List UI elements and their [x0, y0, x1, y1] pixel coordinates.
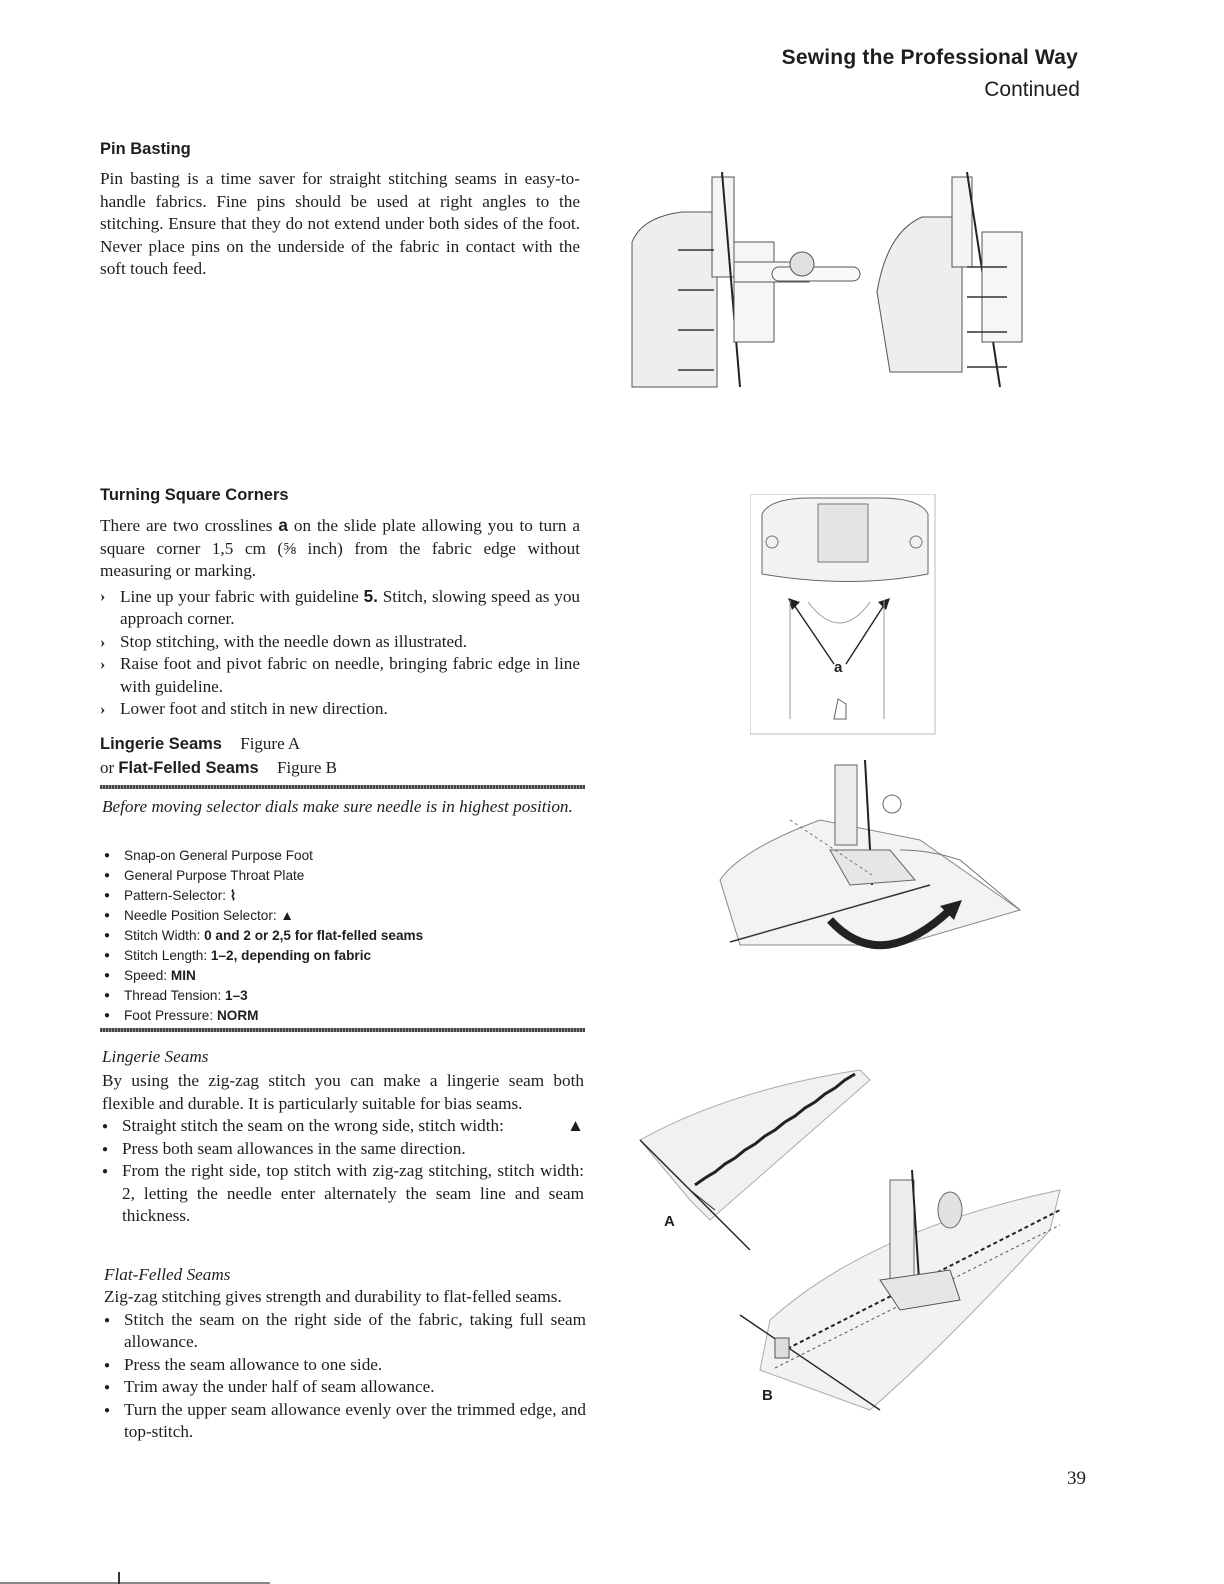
corners-text	[100, 514, 580, 721]
pattern-zigzag-icon: ⌇	[229, 888, 237, 903]
figure-label-a-seam: A	[664, 1213, 675, 1230]
lingerie-step: ● From the right side, top stitch with zig-zag stitching, stitch width: 2, letting the needle enter alternately the seam line and seam thickness.	[102, 1160, 584, 1228]
lingerie-text	[102, 1070, 584, 1228]
or-word: or	[100, 758, 115, 777]
pin-basting-text	[100, 168, 580, 281]
settings-item: ● Snap-on General Purpose Foot	[104, 846, 584, 866]
flat-felled-text	[104, 1286, 586, 1444]
flat-felled-step: ● Press the seam allowance to one side.	[104, 1354, 586, 1377]
pin-basting-paragraph: Pin basting is a time saver for straight stitching seams in easy-to-handle fabrics. Fine pins should be used at right angles to the stitching. Ensure that they do not extend under both sides of the foot. Never place pins on the underside of the fabric in contact with the soft touch feed.	[100, 169, 580, 278]
figure-b-ref: Figure B	[276, 758, 337, 777]
settings-item: ● General Purpose Throat Plate	[104, 866, 584, 886]
settings-rule-bottom	[100, 1028, 585, 1032]
straight-stitch-icon: ▲	[566, 1116, 584, 1135]
flat-felled-heading: Flat-Felled Seams	[118, 759, 259, 777]
pin-basting-heading: Pin Basting	[100, 140, 191, 158]
needle-position-icon: ▲	[280, 908, 294, 923]
lingerie-heading-line	[100, 732, 337, 756]
corners-intro-a: There are two crosslines	[100, 516, 273, 535]
settings-rule-top	[100, 785, 585, 789]
lingerie-step: ● Press both seam allowances in the same direction.	[102, 1138, 584, 1161]
settings-item: ● Stitch Width: 0 and 2 or 2,5 for flat-felled seams	[104, 926, 584, 946]
flat-felled-step: ● Turn the upper seam allowance evenly over the trimmed edge, and top-stitch.	[104, 1399, 586, 1444]
pin-basting-figure	[622, 172, 1062, 392]
settings-item: ● Needle Position Selector: ▲	[104, 906, 584, 926]
settings-item: ● Speed: MIN	[104, 966, 584, 986]
settings-item: ● Stitch Length: 1–2, depending on fabric	[104, 946, 584, 966]
corners-intro-letter: a	[278, 515, 288, 535]
lingerie-steps	[102, 1115, 584, 1228]
corners-step: › Raise foot and pivot fabric on needle, bringing fabric edge in line with guideline.	[100, 653, 580, 698]
settings-item: ● Foot Pressure: NORM	[104, 1006, 584, 1026]
lingerie-intro: By using the zig-zag stitch you can make a lingerie seam both flexible and durable. It is particularly suitable for bias seams.	[102, 1071, 584, 1113]
seam-headings	[100, 732, 337, 780]
settings-note: Before moving selector dials make sure needle is in highest position.	[102, 797, 573, 816]
presser-foot-right	[877, 172, 1022, 387]
page-header-title: Sewing the Professional Way	[781, 46, 1078, 69]
lingerie-subheading: Lingerie Seams	[102, 1047, 209, 1066]
corners-intro-b: on the slide plate allowing you to turn a square corner 1,5 cm (⅝ inch) from the fabric edge without measuring or marking.	[100, 516, 581, 580]
figure-b	[650, 1170, 1070, 1420]
flat-felled-intro: Zig-zag stitching gives strength and durability to flat-felled seams.	[104, 1287, 562, 1306]
corners-heading: Turning Square Corners	[100, 486, 289, 504]
corners-intro	[100, 514, 580, 583]
flat-felled-steps	[104, 1309, 586, 1444]
lingerie-step: ● Straight stitch the seam on the wrong side, stitch width: ▲	[102, 1115, 584, 1138]
flat-felled-step: ● Trim away the under half of seam allowance.	[104, 1376, 586, 1399]
corners-steps	[100, 585, 580, 721]
lingerie-heading: Lingerie Seams	[100, 735, 222, 753]
corners-step: › Stop stitching, with the needle down as illustrated.	[100, 631, 580, 654]
scan-tick-mark	[118, 1572, 120, 1584]
flat-felled-step: ● Stitch the seam on the right side of the fabric, taking full seam allowance.	[104, 1309, 586, 1354]
settings-list	[104, 846, 584, 1026]
flat-felled-subheading: Flat-Felled Seams	[104, 1265, 231, 1284]
figure-label-b-seam: B	[762, 1387, 773, 1404]
page-number: 39	[1067, 1468, 1086, 1489]
slide-plate-figure	[750, 494, 940, 744]
corners-step: › Lower foot and stitch in new direction.	[100, 698, 580, 721]
presser-foot-left	[632, 172, 860, 387]
flat-felled-heading-line	[100, 756, 337, 780]
figure-a-ref: Figure A	[240, 734, 301, 753]
pivot-figure	[700, 760, 1030, 960]
corners-step: › Line up your fabric with guideline 5. Stitch, slowing speed as you approach corner.	[100, 585, 580, 631]
settings-item: ● Pattern-Selector: ⌇	[104, 886, 584, 906]
figure-label-a: a	[834, 659, 843, 676]
page-header-subtitle: Continued	[984, 78, 1080, 101]
settings-item: ● Thread Tension: 1–3	[104, 986, 584, 1006]
